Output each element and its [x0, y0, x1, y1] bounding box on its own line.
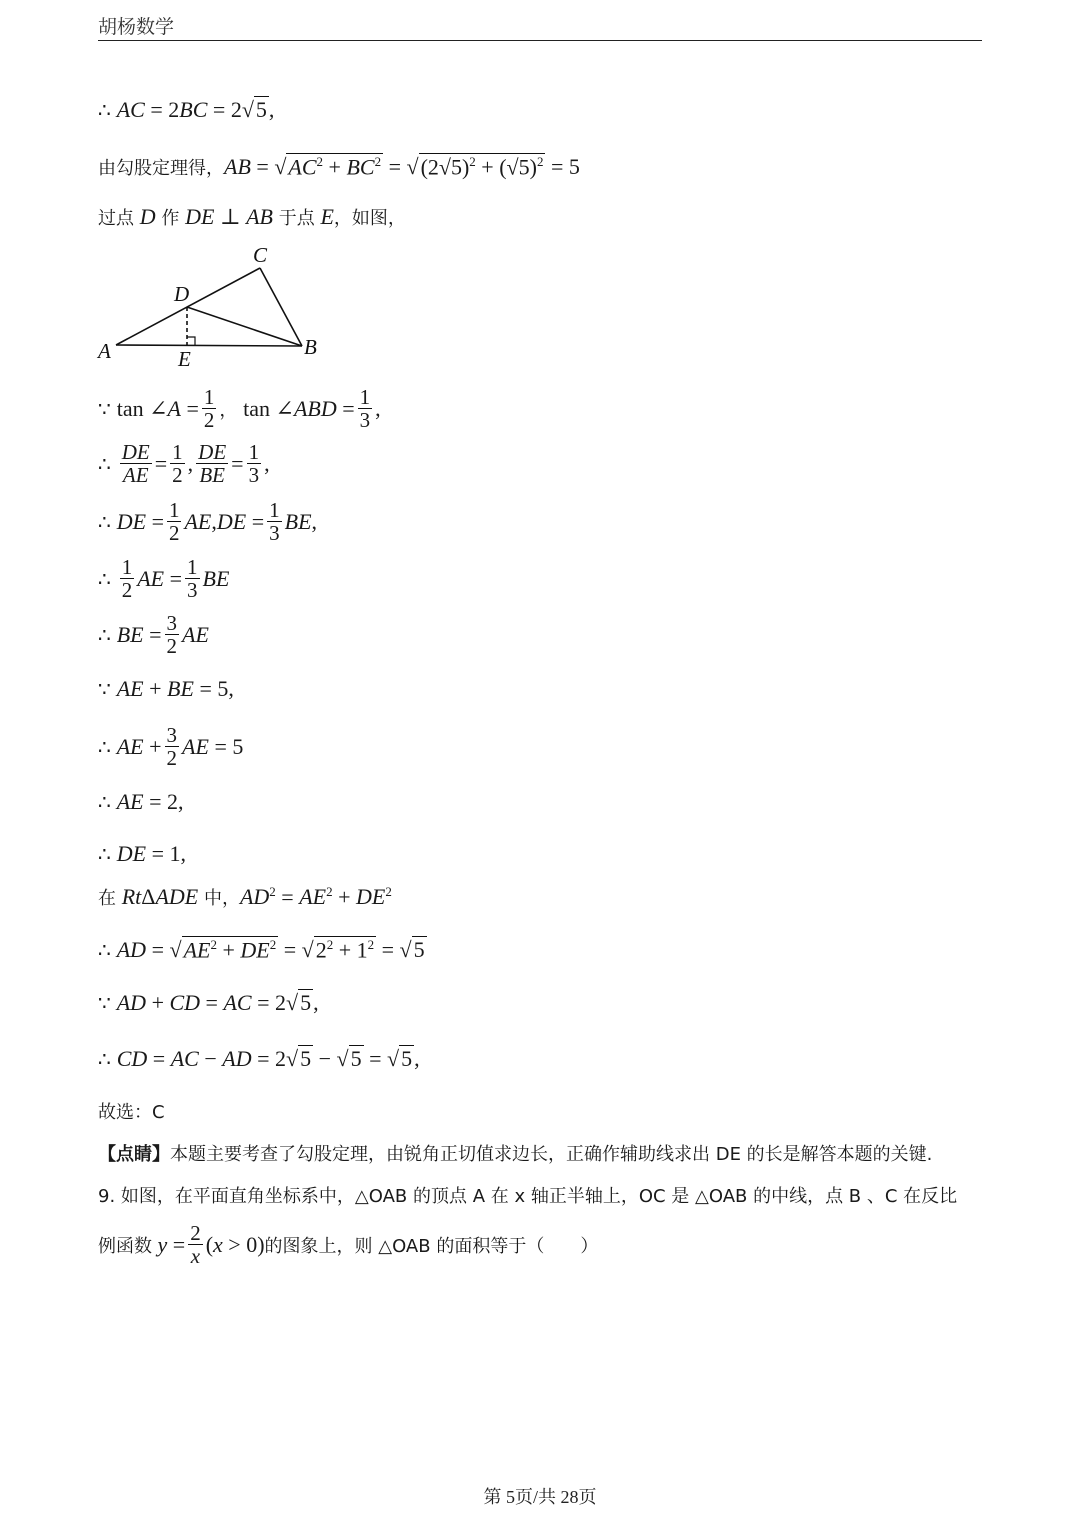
label-a: A: [98, 339, 111, 363]
line-de-ratios: ∴ $\frac{DE}{AE}$ = $\frac{1}{2}$ , $\frac{DE}{BE}$ = $\frac{1}{3}$ ,: [98, 440, 270, 488]
line-ad-value: ∴ AD = √ $AE^2 + DE^2$ = √ $2^2 + 1^2$ = √ 5: [98, 936, 425, 963]
line-construct-de: 过点 D 作 DE ⊥ AB 于点 E ，如图，: [98, 204, 406, 229]
line-key-point: [98, 1140, 932, 1166]
triangle-figure: [92, 240, 332, 375]
pythagoras-prefix: 由勾股定理得，: [98, 157, 224, 179]
right-angle-mark: [187, 337, 195, 345]
label-b: B: [304, 335, 317, 359]
question-9-line-1: [98, 1182, 957, 1208]
page-header: [98, 12, 982, 41]
segment-ab: [116, 345, 302, 346]
answer-text: 故选：C: [98, 1102, 165, 1123]
line-answer: [98, 1098, 165, 1124]
line-ae-plus-be: ∵ AE + BE = 5,: [98, 676, 234, 701]
key-point-text: 本题主要考查了勾股定理，由锐角正切值求边长，正确作辅助线求出 DE 的长是解答本题的关键.: [170, 1144, 933, 1165]
label-c: C: [253, 243, 268, 267]
line-cd-value: ∴ CD = AC − AD = 2 √ 5 − √ 5 = √ 5 ,: [98, 1045, 420, 1071]
line-rt-triangle-ade: 在 Rt Δ ADE 中， AD $^2$ = AE $^2$ + DE $^2$: [98, 884, 392, 910]
header-title: 胡杨数学: [98, 16, 175, 38]
question-9-text-1: 9. 如图，在平面直角坐标系中，△OAB 的顶点 A 在 x 轴正半轴上，OC 是 △OAB 的中线，点 B 、C 在反比: [98, 1186, 958, 1207]
line-de-equals-1: ∴ DE = 1,: [98, 841, 186, 866]
line-be-value: ∴ BE = $\frac{3}{2}$ AE: [98, 611, 209, 659]
label-d: D: [174, 282, 190, 306]
question-9-line-2: 例函数 y = $\frac{2}{x}$ ( x > 0) 的图象上，则 △OAB 的面积等于（ ）: [98, 1221, 599, 1269]
line-tan-values: ∵ tan ∠ A = $\frac{1}{2}$ ， tan ∠ ABD = $\frac{1}{3}$ ,: [98, 385, 381, 433]
label-e: E: [178, 347, 191, 371]
line-ae-sum: ∴ AE + $\frac{3}{2}$ AE = 5: [98, 723, 244, 771]
line-ae-equals-2: ∴ AE = 2,: [98, 789, 184, 814]
line-ae-be-equation: ∴ $\frac{1}{2}$ AE = $\frac{1}{3}$ BE: [98, 555, 230, 603]
line-ad-plus-cd: ∵ AD + CD = AC = 2 √ 5 ,: [98, 989, 319, 1015]
line-ac-2bc: ∴ AC = 2 BC = 2 √ 5 ,: [98, 96, 275, 122]
question-9-text-2a: 例函数: [98, 1235, 152, 1257]
line-de-expressions: ∴ DE = $\frac{1}{2}$ AE , DE = $\frac{1}{3}$ BE ,: [98, 498, 318, 546]
question-9-text-2b: 的图象上，则 △OAB 的面积等于（ ）: [264, 1235, 599, 1257]
page-footer: 第 5页/共 28页: [483, 1487, 597, 1507]
key-point-label: 【点睛】: [98, 1144, 170, 1165]
line-pythagoras-ab: 由勾股定理得， AB = √ $AC^2 + BC^2$ = √ $(2√5)^2 + (√5)^2$ = 5: [98, 153, 580, 180]
